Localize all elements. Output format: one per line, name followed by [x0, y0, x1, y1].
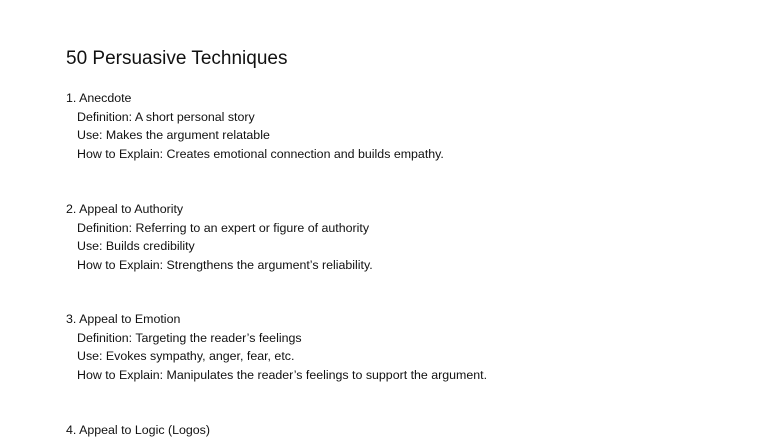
technique-heading: 4. Appeal to Logic (Logos)	[66, 423, 210, 437]
technique-definition: Definition: Referring to an expert or figure of authority	[77, 220, 370, 235]
technique-definition: Definition: A short personal story	[77, 109, 255, 124]
technique-item	[66, 89, 766, 163]
technique-use: Use: Makes the argument relatable	[77, 128, 270, 142]
technique-item	[66, 310, 766, 384]
technique-how-to-explain: How to Explain: Creates emotional connection and builds empathy.	[77, 146, 444, 161]
technique-definition: Definition: Targeting the reader’s feelings	[77, 330, 302, 345]
technique-heading: 3. Appeal to Emotion	[66, 312, 181, 326]
technique-item	[66, 421, 766, 440]
technique-how-to-explain: How to Explain: Strengthens the argument’s reliability.	[77, 257, 373, 272]
technique-item	[66, 200, 766, 274]
technique-use: Use: Evokes sympathy, anger, fear, etc.	[77, 349, 295, 363]
technique-use: Use: Builds credibility	[77, 239, 195, 253]
technique-heading: 1. Anecdote	[66, 91, 132, 105]
technique-heading: 2. Appeal to Authority	[66, 202, 184, 216]
technique-how-to-explain: How to Explain: Manipulates the reader’s feelings to support the argument.	[77, 367, 488, 382]
page-title: 50 Persuasive Techniques	[66, 48, 288, 69]
